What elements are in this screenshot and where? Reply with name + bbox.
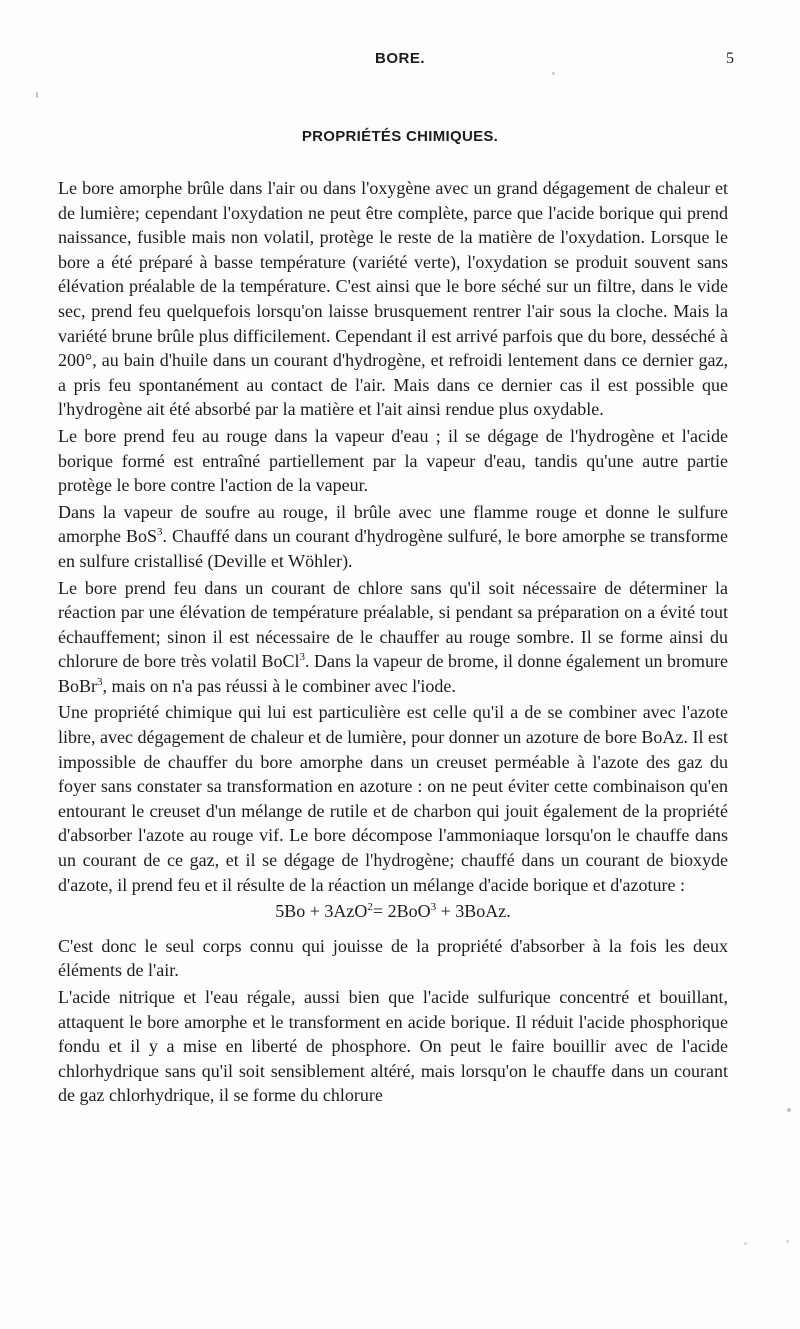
scan-speck (552, 72, 555, 75)
scan-speck (786, 1240, 789, 1243)
text-run: + 3BoAz. (436, 901, 511, 922)
text-run: Une propriété chimique qui lui est particulière est celle qu'il a de se combiner avec l'azote libre, avec dégagement de chaleur et de lumière, pour donner un azoture de bore BoAz. Il est impossible de chauffer du bore amorphe dans un creuset perméable à l'azote des gaz du foyer sans constater sa transformation en azoture : on ne peut éviter cette combinaison qu'en entourant le creuset d'un mélange de rutile et de charbon qui jouit également de la propriété d'absorber l'azote au rouge vif. Le bore décompose l'ammoniaque lorsqu'on le chauffe dans un courant de ce gaz, et il se dégage de l'hydrogène; chauffé dans un courant de bioxyde d'azote, il prend feu et il résulte de la réaction un mélange d'acide borique et d'azoture : (58, 702, 728, 895)
scan-speck (744, 1242, 747, 1245)
superscript: 3 (97, 675, 103, 688)
paragraph (58, 934, 728, 983)
text-run: Le bore prend feu dans un courant de chlore sans qu'il soit nécessaire de déterminer la réaction par une élévation de température préalable, si pendant sa préparation on a évité tout échauffement; sinon il est nécessaire de le chauffer au rouge sombre. Il se forme ainsi du chlorure de bore très volatil BoCl (58, 577, 728, 672)
text-run: Le bore prend feu au rouge dans la vapeur d'eau ; il se dégage de l'hydrogène et l'acide borique formé est entraîné partiellement par la vapeur d'eau, tandis qu'une autre partie protège le bore contre l'action de la vapeur. (58, 425, 728, 496)
paragraph (58, 576, 728, 699)
text-run: Dans la vapeur de soufre au rouge, il brûle avec une flamme rouge et donne le sulfure amorphe BoS (58, 501, 728, 547)
paragraph (58, 985, 728, 1108)
text-run: Le bore amorphe brûle dans l'air ou dans l'oxygène avec un grand dégagement de chaleur et de lumière; cependant l'oxydation ne peut être complète, parce que l'acide borique qui prend naissance, fusible mais non volatil, protège le reste de la matière de l'oxydation. Lorsque le bore a été préparé à basse température (variété verte), l'oxydation se produit souvent sans élévation préalable de la température. C'est ainsi que le bore séché sur un filtre, dans le vide sec, prend feu quelquefois lorsqu'on laisse brusquement rentrer l'air sous la cloche. Mais la variété brune brûle plus difficilement. Cependant il est arrivé parfois que du bore, desséché à 200°, au bain d'huile dans un courant d'hydrogène, et refroidi lentement dans ce dernier gaz, a pris feu spontanément au contact de l'air. Mais dans ce dernier cas il est possible que l'hydrogène ait été absorbé par la matière et l'ait ainsi rendue plus oxydable. (58, 178, 728, 420)
body-text (58, 176, 728, 1108)
superscript: 3 (430, 901, 437, 914)
text-run: C'est donc le seul corps connu qui jouisse de la propriété d'absorber à la fois les deux éléments de l'air. (58, 935, 728, 981)
text-run: 5Bo + 3AzO (275, 901, 368, 922)
paragraph (58, 424, 728, 498)
superscript: 3 (299, 651, 306, 664)
text-run: , mais on n'a pas réussi à le combiner avec l'iode. (102, 675, 456, 696)
equation (58, 899, 728, 924)
paragraph (58, 176, 728, 422)
paragraph (58, 700, 728, 897)
text-run: . Dans la vapeur de brome, il donne également un bromure BoBr (58, 651, 729, 696)
superscript: 2 (367, 901, 373, 914)
text-run: = 2BoO (372, 901, 431, 922)
page-number: 5 (726, 50, 734, 67)
running-head (0, 50, 800, 70)
running-title: BORE. (374, 50, 425, 67)
scan-speck (36, 92, 38, 98)
text-run: . Chauffé dans un courant d'hydrogène sulfuré, le bore amorphe se transforme en sulfure cristallisé (Deville et Wöhler). (58, 526, 728, 571)
text-run: L'acide nitrique et l'eau régale, aussi bien que l'acide sulfurique concentré et bouillant, attaquent le bore amorphe et le transforment en acide borique. Il réduit l'acide phosphorique fondu et il y a mise en liberté de phosphore. On peut le faire bouillir avec de l'acide chlorhydrique sans qu'il soit sensiblement altéré, mais lorsqu'on le chauffe dans un courant de gaz chlorhydrique, il se forme du chlorure (58, 987, 728, 1106)
paragraph (58, 500, 728, 574)
scan-speck (787, 1108, 791, 1112)
superscript: 3 (156, 526, 163, 539)
section-title: PROPRIÉTÉS CHIMIQUES. (301, 128, 499, 145)
